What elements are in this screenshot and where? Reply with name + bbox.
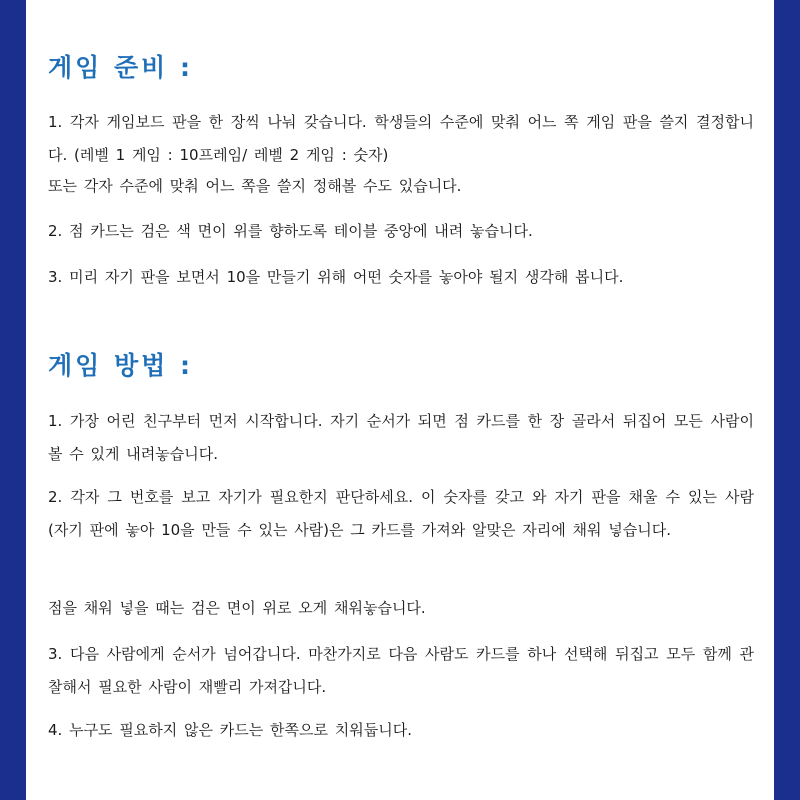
prep-step-1-note: 또는 각자 수준에 맞춰 어느 쪽을 쓸지 정해볼 수도 있습니다. xyxy=(48,177,462,195)
document-page xyxy=(26,0,774,800)
prep-step-2: 2. 점 카드는 검은 색 면이 위를 향하도록 테이블 중앙에 내려 놓습니다. xyxy=(48,222,533,240)
play-step-2: 2. 각자 그 번호를 보고 자기가 필요한지 판단하세요. 이 숫자를 갖고 와 자기 판을 채울 수 있는 사람 (자기 판에 놓아 10을 만들 수 있는 사람)은 그 카드를 가져와 알맞은 자리에 채워 넣습니다. xyxy=(48,488,754,539)
play-step-2-note: 점을 채워 넣을 때는 검은 면이 위로 오게 채워놓습니다. xyxy=(48,599,426,617)
play-step-3: 3. 다음 사람에게 순서가 넘어갑니다. 마찬가지로 다음 사람도 카드를 하나 선택해 뒤집고 모두 함께 관찰해서 필요한 사람이 재빨리 가져갑니다. xyxy=(48,645,754,696)
play-step-4: 4. 누구도 필요하지 않은 카드는 한쪽으로 치워둡니다. xyxy=(48,721,412,739)
section-title-preparation: 게임 준비 : xyxy=(48,53,194,82)
section-title-how-to-play: 게임 방법 : xyxy=(48,351,194,380)
prep-step-3: 3. 미리 자기 판을 보면서 10을 만들기 위해 어떤 숫자를 놓아야 될지 생각해 봅니다. xyxy=(48,268,624,286)
prep-step-1: 1. 각자 게임보드 판을 한 장씩 나눠 갖습니다. 학생들의 수준에 맞춰 어느 쪽 게임 판을 쓸지 결정합니다. (레벨 1 게임 : 10프레임/ 레벨 2 게임 : 숫자) xyxy=(48,113,754,164)
play-step-1: 1. 가장 어린 친구부터 먼저 시작합니다. 자기 순서가 되면 점 카드를 한 장 골라서 뒤집어 모든 사람이 볼 수 있게 내려놓습니다. xyxy=(48,412,754,463)
